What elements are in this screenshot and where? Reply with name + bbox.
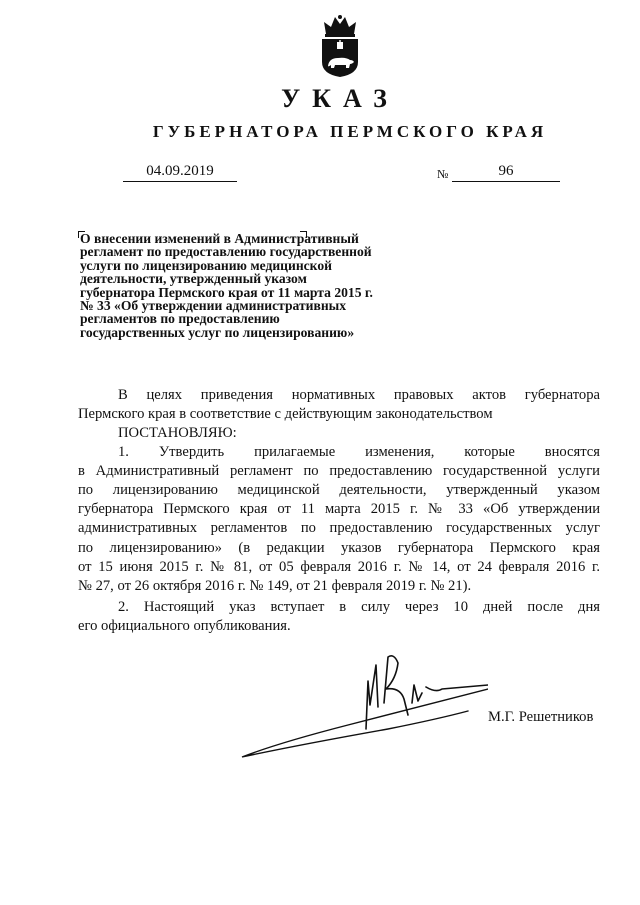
decree-number-label: № [437, 167, 449, 181]
subject-line: регламент по предоставлению государственной [80, 244, 372, 260]
body-line: 2. Настоящий указ вступает в силу через 10 дней после дня [118, 599, 600, 615]
body-line: по лицензированию медицинской деятельности, утвержденный указом [78, 482, 600, 498]
body-line: В целях приведения нормативных правовых актов губернатора [118, 387, 600, 403]
subject-line: губернатора Пермского края от 11 марта 2015 г. [80, 284, 373, 300]
signer-name: М.Г. Решетников [488, 709, 594, 725]
body-line: № 27, от 26 октября 2016 г. № 149, от 21 февраля 2019 г. № 21). [78, 578, 472, 594]
handwritten-signature-icon [238, 645, 488, 765]
body-line: от 15 июня 2015 г. № 81, от 05 февраля 2016 г. № 14, от 24 февраля 2016 г. [78, 559, 600, 575]
body-line: его официального опубликования. [78, 618, 291, 634]
body-line: Пермского края в соответствие с действующим законодательством [78, 406, 493, 422]
decree-subject [80, 232, 420, 339]
decree-date: 04.09.2019 [123, 163, 237, 182]
document-type: УКАЗ [281, 84, 399, 113]
subject-line: услуги по лицензированию медицинской [80, 257, 332, 273]
issuer-title: ГУБЕРНАТОРА ПЕРМСКОГО КРАЯ [152, 122, 548, 141]
body-line: по лицензированию» (в редакции указов губернатора Пермского края [78, 540, 600, 556]
body-line: 1. Утвердить прилагаемые изменения, которые вносятся [118, 444, 600, 460]
body-line: административных регламентов по предоставлению государственных услуг [78, 520, 600, 536]
body-line: губернатора Пермского края от 11 марта 2015 г. № 33 «Об утверждении [78, 501, 600, 517]
perm-krai-coat-of-arms-icon [318, 14, 362, 78]
subject-line: деятельности, утвержденный указом [80, 271, 307, 287]
decree-number: 96 [452, 163, 560, 182]
subject-line: О внесении изменений в Административный [80, 231, 359, 246]
subject-line: регламентов по предоставлению [80, 311, 280, 327]
subject-line: государственных услуг по лицензированию» [80, 324, 355, 340]
body-line: ПОСТАНОВЛЯЮ: [118, 425, 237, 441]
subject-line: № 33 «Об утверждении административных [80, 298, 347, 314]
body-line: в Административный регламент по предоставлению государственной услуги [78, 463, 600, 479]
